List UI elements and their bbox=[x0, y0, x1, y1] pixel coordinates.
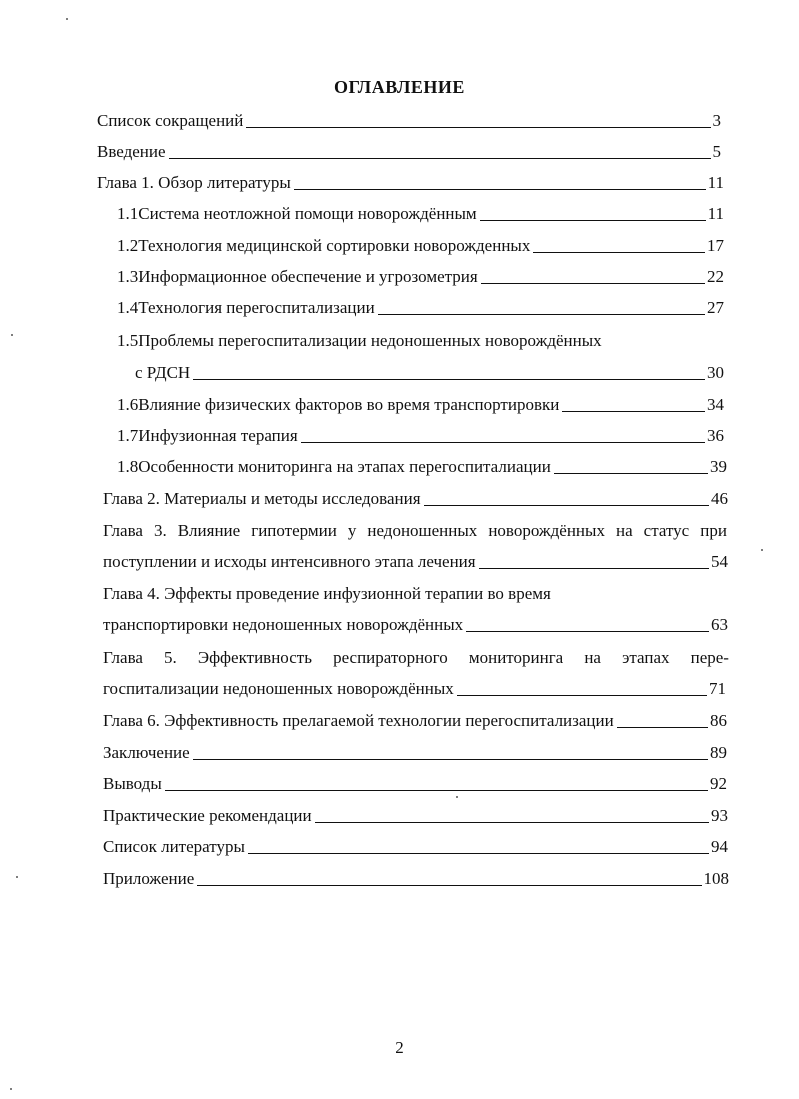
toc-leader bbox=[378, 314, 705, 315]
toc-entry-conclusion bbox=[103, 742, 727, 764]
toc-entry-chapter-4-line1: Глава 4. Эффекты проведение инфузионной терапии во время bbox=[103, 584, 551, 603]
toc-entry-text: 1.1Система неотложной помощи новорождённым bbox=[117, 204, 477, 223]
toc-page-number: 17 bbox=[707, 236, 724, 255]
toc-word: 5. bbox=[164, 648, 177, 667]
toc-entry-text: 1.3Информационное обеспечение и угрозометрия bbox=[117, 267, 478, 286]
toc-entry-text: транспортировки недоношенных новорождённых bbox=[103, 615, 464, 634]
toc-entry-introduction bbox=[97, 141, 721, 163]
toc-leader bbox=[479, 568, 709, 569]
toc-page-number: 54 bbox=[711, 552, 728, 571]
toc-leader bbox=[197, 885, 701, 886]
toc-entry-chapter-4 bbox=[103, 614, 728, 636]
toc-page-number: 89 bbox=[710, 743, 727, 762]
toc-page-number: 34 bbox=[707, 395, 724, 414]
toc-entry-section-1-5 bbox=[135, 362, 724, 384]
toc-heading: ОГЛАВЛЕНИЕ bbox=[334, 77, 465, 97]
toc-word: этапах bbox=[622, 648, 670, 667]
toc-entry-chapter-2 bbox=[103, 488, 728, 510]
toc-entry-text: Глава 1. Обзор литературы bbox=[97, 173, 291, 192]
toc-entry-chapter-1 bbox=[97, 172, 724, 194]
toc-leader bbox=[165, 790, 708, 791]
toc-page-number: 108 bbox=[703, 869, 729, 888]
toc-page-number: 92 bbox=[710, 774, 727, 793]
toc-word: у bbox=[347, 521, 357, 540]
toc-leader bbox=[480, 220, 706, 221]
toc-entry-references bbox=[103, 836, 728, 858]
toc-page-number: 39 bbox=[710, 457, 727, 476]
toc-entry-section-1-5-line1: 1.5Проблемы перегоспитализации недоношенных новорождённых bbox=[117, 331, 602, 350]
toc-leader bbox=[246, 127, 710, 128]
page-number: 2 bbox=[395, 1038, 404, 1057]
toc-word: при bbox=[700, 521, 727, 540]
toc-entry-text: Практические рекомендации bbox=[103, 806, 312, 825]
toc-entry-text: 1.2Технология медицинской сортировки новорожденных bbox=[117, 236, 531, 255]
toc-leader bbox=[466, 631, 709, 632]
toc-leader bbox=[248, 853, 709, 854]
toc-word: новорождённых bbox=[488, 521, 605, 540]
toc-entry-abbreviations bbox=[97, 110, 721, 132]
toc-page-number: 71 bbox=[709, 679, 726, 698]
toc-entry-chapter-5-line1 bbox=[103, 647, 729, 669]
toc-entry-section-1-6 bbox=[117, 394, 724, 416]
toc-word: статус bbox=[643, 521, 690, 540]
toc-entry-section-1-1 bbox=[117, 203, 724, 225]
toc-entry-text: Выводы bbox=[103, 774, 162, 793]
toc-entry-text: 1.7Инфузионная терапия bbox=[117, 426, 298, 445]
toc-entry-text: Список литературы bbox=[103, 837, 245, 856]
toc-page-number: 3 bbox=[712, 111, 721, 130]
toc-page-number: 22 bbox=[707, 267, 724, 286]
toc-page-number: 5 bbox=[712, 142, 721, 161]
toc-entry-text: 1.6Влияние физических факторов во время транспортировки bbox=[117, 395, 560, 414]
toc-word: респираторного bbox=[333, 648, 448, 667]
toc-entry-text: поступлении и исходы интенсивного этапа лечения bbox=[103, 552, 476, 571]
toc-entry-appendix bbox=[103, 868, 729, 890]
toc-leader bbox=[193, 759, 708, 760]
toc-entry-text: Заключение bbox=[103, 743, 190, 762]
toc-leader bbox=[617, 727, 708, 728]
toc-page-number: 11 bbox=[707, 204, 724, 223]
toc-page-number: 27 bbox=[707, 298, 724, 317]
toc-entry-text: 1.8Особенности мониторинга на этапах перегоспиталиации bbox=[117, 457, 551, 476]
toc-page-number: 63 bbox=[711, 615, 728, 634]
toc-entry-text: 1.4Технология перегоспитализации bbox=[117, 298, 375, 317]
toc-word: на bbox=[584, 648, 601, 667]
toc-page-number: 30 bbox=[707, 363, 724, 382]
scan-speck bbox=[456, 796, 458, 798]
toc-leader bbox=[315, 822, 709, 823]
toc-entry-text: Глава 6. Эффективность прелагаемой технологии перегоспитализации bbox=[103, 711, 614, 730]
toc-word: гипотермии bbox=[251, 521, 337, 540]
toc-word: мониторинга bbox=[468, 648, 564, 667]
toc-entry-text: Глава 2. Материалы и методы исследования bbox=[103, 489, 421, 508]
toc-leader bbox=[457, 695, 707, 696]
toc-page-number: 93 bbox=[711, 806, 728, 825]
toc-entry-chapter-5 bbox=[103, 678, 726, 700]
toc-word: на bbox=[615, 521, 633, 540]
toc-word: Влияние bbox=[177, 521, 241, 540]
toc-entry-text: Введение bbox=[97, 142, 166, 161]
toc-leader bbox=[169, 158, 711, 159]
toc-leader bbox=[424, 505, 709, 506]
toc-entry-section-1-8 bbox=[117, 456, 727, 478]
toc-entry-text: госпитализации недоношенных новорождённых bbox=[103, 679, 454, 698]
toc-leader bbox=[294, 189, 706, 190]
toc-page-number: 11 bbox=[707, 173, 724, 192]
toc-leader bbox=[554, 473, 708, 474]
toc-entry-text: с РДСН bbox=[135, 363, 191, 382]
toc-word: Глава bbox=[103, 521, 143, 540]
toc-word: недоношенных bbox=[367, 521, 478, 540]
scan-speck bbox=[11, 334, 13, 336]
toc-entry-section-1-3 bbox=[117, 266, 724, 288]
toc-word: 3. bbox=[153, 521, 167, 540]
toc-leader bbox=[562, 411, 705, 412]
toc-leader bbox=[481, 283, 705, 284]
scan-speck bbox=[10, 1088, 12, 1090]
toc-entry-section-1-4 bbox=[117, 297, 724, 319]
toc-entry-findings bbox=[103, 773, 727, 795]
toc-word: Глава bbox=[103, 648, 143, 667]
scan-speck bbox=[761, 549, 763, 551]
toc-page-number: 46 bbox=[711, 489, 728, 508]
toc-entry-section-1-7 bbox=[117, 425, 724, 447]
toc-leader bbox=[193, 379, 705, 380]
toc-leader bbox=[301, 442, 705, 443]
toc-word: пере- bbox=[690, 648, 729, 667]
toc-entry-text: Список сокращений bbox=[97, 111, 244, 130]
toc-entry-chapter-6 bbox=[103, 710, 727, 732]
toc-word: Эффективность bbox=[197, 648, 312, 667]
toc-page-number: 36 bbox=[707, 426, 724, 445]
toc-entry-chapter-3 bbox=[103, 551, 728, 573]
scan-speck bbox=[66, 18, 68, 20]
toc-page-number: 86 bbox=[710, 711, 727, 730]
toc-leader bbox=[533, 252, 705, 253]
toc-entry-text: Приложение bbox=[103, 869, 195, 888]
toc-entry-section-1-2 bbox=[117, 235, 724, 257]
toc-entry-recommendations bbox=[103, 805, 728, 827]
toc-page-number: 94 bbox=[711, 837, 728, 856]
toc-entry-chapter-3-line1 bbox=[103, 520, 727, 542]
scan-speck bbox=[16, 876, 18, 878]
